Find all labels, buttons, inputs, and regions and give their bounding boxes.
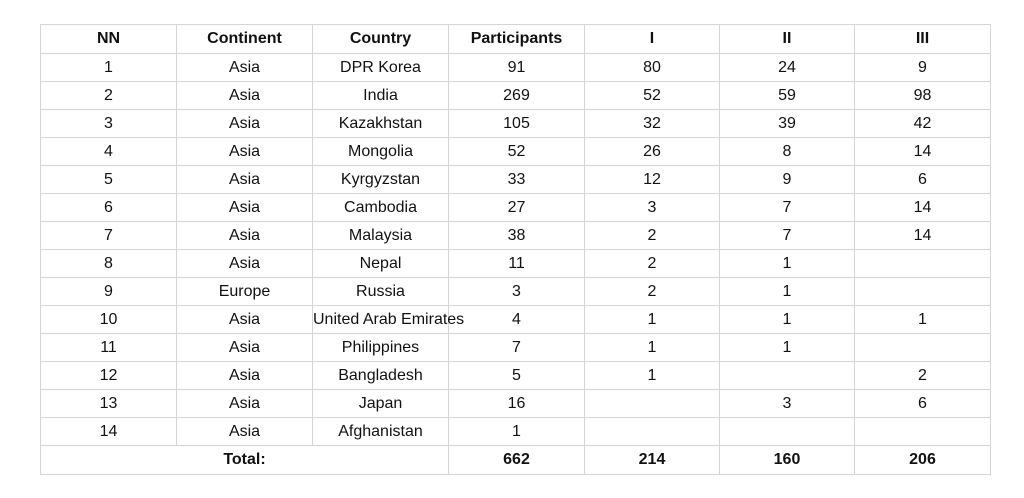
cell-participants: 33 — [449, 166, 585, 194]
cell-iii — [855, 250, 991, 278]
cell-country — [313, 194, 449, 222]
country-text: Nepal — [359, 254, 402, 272]
cell-participants: 3 — [449, 278, 585, 306]
cell-continent: Asia — [177, 82, 313, 110]
cell-participants: 269 — [449, 82, 585, 110]
cell-iii: 1 — [855, 306, 991, 334]
table-row — [41, 278, 991, 306]
header-i: I — [585, 25, 720, 54]
cell-nn: 8 — [41, 250, 177, 278]
country-text: India — [363, 86, 398, 104]
cell-country — [313, 278, 449, 306]
cell-participants: 38 — [449, 222, 585, 250]
cell-country — [313, 390, 449, 418]
cell-participants: 52 — [449, 138, 585, 166]
cell-ii — [720, 418, 855, 446]
cell-continent: Asia — [177, 138, 313, 166]
total-i: 214 — [585, 446, 720, 475]
country-text: Philippines — [341, 338, 420, 356]
cell-continent: Asia — [177, 334, 313, 362]
country-text: Russia — [356, 282, 405, 300]
cell-continent: Asia — [177, 250, 313, 278]
table-row — [41, 250, 991, 278]
results-table — [40, 24, 991, 475]
cell-nn: 12 — [41, 362, 177, 390]
cell-continent: Asia — [177, 362, 313, 390]
cell-ii: 24 — [720, 54, 855, 82]
cell-i: 52 — [585, 82, 720, 110]
country-text: Cambodia — [344, 198, 417, 216]
cell-i: 12 — [585, 166, 720, 194]
cell-ii: 1 — [720, 278, 855, 306]
cell-ii: 3 — [720, 390, 855, 418]
table-row — [41, 390, 991, 418]
cell-nn: 7 — [41, 222, 177, 250]
table-row — [41, 110, 991, 138]
cell-participants: 5 — [449, 362, 585, 390]
cell-i: 2 — [585, 222, 720, 250]
country-text: Kyrgyzstan — [340, 170, 421, 188]
cell-ii: 1 — [720, 306, 855, 334]
cell-i — [585, 418, 720, 446]
country-text: Malaysia — [348, 226, 413, 244]
country-text: United Arab Emirates — [313, 310, 465, 328]
cell-iii: 98 — [855, 82, 991, 110]
cell-country — [313, 54, 449, 82]
header-participants: Participants — [449, 25, 585, 54]
total-iii: 206 — [855, 446, 991, 475]
cell-country — [313, 138, 449, 166]
cell-continent: Asia — [177, 110, 313, 138]
table-row — [41, 418, 991, 446]
table-row — [41, 82, 991, 110]
cell-nn: 2 — [41, 82, 177, 110]
cell-i: 32 — [585, 110, 720, 138]
cell-participants: 1 — [449, 418, 585, 446]
cell-iii: 2 — [855, 362, 991, 390]
cell-nn: 10 — [41, 306, 177, 334]
header-ii: II — [720, 25, 855, 54]
cell-country — [313, 250, 449, 278]
cell-iii: 9 — [855, 54, 991, 82]
cell-continent: Asia — [177, 418, 313, 446]
cell-participants: 16 — [449, 390, 585, 418]
country-text: Afghanistan — [338, 422, 423, 440]
cell-participants: 11 — [449, 250, 585, 278]
cell-ii — [720, 362, 855, 390]
cell-iii: 14 — [855, 138, 991, 166]
cell-country — [313, 82, 449, 110]
cell-iii: 14 — [855, 222, 991, 250]
cell-iii: 6 — [855, 166, 991, 194]
country-text: Mongolia — [348, 142, 413, 160]
total-participants: 662 — [449, 446, 585, 475]
cell-country — [313, 306, 465, 334]
cell-country — [313, 362, 449, 390]
cell-ii: 7 — [720, 194, 855, 222]
cell-continent: Asia — [177, 166, 313, 194]
header-nn: NN — [41, 25, 177, 54]
cell-participants: 4 — [449, 306, 585, 334]
table-row — [41, 194, 991, 222]
cell-i: 80 — [585, 54, 720, 82]
cell-ii: 1 — [720, 334, 855, 362]
cell-ii: 59 — [720, 82, 855, 110]
header-continent: Continent — [177, 25, 313, 54]
cell-i: 3 — [585, 194, 720, 222]
cell-nn: 5 — [41, 166, 177, 194]
cell-i: 1 — [585, 306, 720, 334]
cell-continent: Asia — [177, 54, 313, 82]
table-row — [41, 334, 991, 362]
cell-country — [313, 166, 449, 194]
cell-nn: 13 — [41, 390, 177, 418]
country-text: DPR Korea — [340, 58, 421, 76]
cell-country — [313, 110, 449, 138]
cell-i: 26 — [585, 138, 720, 166]
cell-participants: 27 — [449, 194, 585, 222]
cell-nn: 14 — [41, 418, 177, 446]
results-table-container — [40, 24, 991, 475]
cell-ii: 9 — [720, 166, 855, 194]
cell-i: 1 — [585, 362, 720, 390]
total-label: Total: — [41, 446, 449, 475]
total-ii: 160 — [720, 446, 855, 475]
cell-i — [585, 390, 720, 418]
country-text: Japan — [358, 394, 403, 412]
cell-nn: 11 — [41, 334, 177, 362]
cell-iii: 6 — [855, 390, 991, 418]
cell-nn: 3 — [41, 110, 177, 138]
table-row — [41, 54, 991, 82]
cell-country — [313, 418, 449, 446]
cell-nn: 4 — [41, 138, 177, 166]
cell-participants: 105 — [449, 110, 585, 138]
cell-ii: 1 — [720, 250, 855, 278]
cell-i: 1 — [585, 334, 720, 362]
header-row — [41, 25, 991, 54]
cell-i: 2 — [585, 278, 720, 306]
cell-participants: 7 — [449, 334, 585, 362]
cell-continent: Asia — [177, 306, 313, 334]
header-iii: III — [855, 25, 991, 54]
table-row — [41, 362, 991, 390]
cell-iii: 14 — [855, 194, 991, 222]
cell-continent: Europe — [177, 278, 313, 306]
cell-participants: 91 — [449, 54, 585, 82]
header-country: Country — [313, 25, 449, 54]
cell-i: 2 — [585, 250, 720, 278]
cell-country — [313, 222, 449, 250]
cell-country — [313, 334, 449, 362]
table-row — [41, 222, 991, 250]
table-row — [41, 166, 991, 194]
cell-iii — [855, 334, 991, 362]
cell-continent: Asia — [177, 390, 313, 418]
country-text: Kazakhstan — [338, 114, 423, 132]
cell-iii — [855, 278, 991, 306]
cell-nn: 6 — [41, 194, 177, 222]
table-body — [41, 54, 991, 446]
cell-continent: Asia — [177, 222, 313, 250]
cell-iii: 42 — [855, 110, 991, 138]
table-row — [41, 306, 991, 334]
cell-iii — [855, 418, 991, 446]
country-text: Bangladesh — [338, 366, 423, 384]
cell-ii: 8 — [720, 138, 855, 166]
table-row — [41, 138, 991, 166]
cell-ii: 7 — [720, 222, 855, 250]
cell-ii: 39 — [720, 110, 855, 138]
cell-continent: Asia — [177, 194, 313, 222]
cell-nn: 1 — [41, 54, 177, 82]
cell-nn: 9 — [41, 278, 177, 306]
total-row — [41, 446, 991, 475]
